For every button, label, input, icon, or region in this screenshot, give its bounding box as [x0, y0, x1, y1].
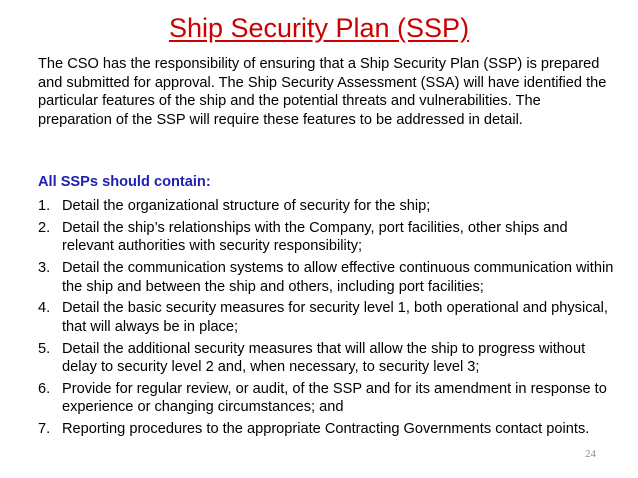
list-item-number: 2. — [38, 219, 51, 236]
list-item — [38, 420, 618, 439]
list-item-number: 3. — [38, 260, 51, 277]
list-item-text: Reporting procedures to the appropriate Contracting Governments contact points. — [62, 421, 590, 438]
list-item-number: 7. — [38, 421, 51, 438]
list-item-text: Detail the additional security measures that will allow the ship to progress without delay to security level 2 and, when necessary, to security level 3; — [62, 340, 586, 376]
list-item-number: 6. — [38, 380, 51, 397]
list-item — [38, 197, 618, 216]
list-item-text: Detail the organizational structure of security for the ship; — [62, 198, 431, 214]
list-item-text: Detail the communication systems to allow effective continuous communication within the ship and between the ship and others, including port facilities; — [62, 260, 614, 295]
requirements-list — [38, 197, 618, 442]
list-item-number: 4. — [38, 300, 51, 317]
list-item-text: Detail the ship’s relationships with the Company, port facilities, other ships and relevant authorities with security responsibility; — [62, 219, 568, 255]
list-item — [38, 219, 618, 256]
list-item-text: Detail the basic security measures for security level 1, both operational and physical, that will always be in place; — [62, 300, 608, 335]
list-item — [38, 340, 618, 377]
intro-paragraph: The CSO has the responsibility of ensuring that a Ship Security Plan (SSP) is prepared and submitted for approval. The Ship Security Assessment (SSA) will have identified the particular features of the ship and the potential threats and vulnerabilities. The preparation of the SSP will require these features to be addressed in detail. — [38, 56, 607, 128]
list-heading: All SSPs should contain: — [38, 174, 211, 190]
list-item — [38, 299, 618, 336]
slide-title: Ship Security Plan (SSP) — [168, 13, 470, 43]
list-item-number: 5. — [38, 340, 51, 357]
list-item-text: Provide for regular review, or audit, of the SSP and for its amendment in response to experience or changing circumstances; and — [62, 380, 607, 416]
list-item — [38, 259, 618, 296]
list-item — [38, 380, 618, 417]
page-number: 24 — [585, 448, 596, 460]
list-item-number: 1. — [38, 198, 51, 214]
